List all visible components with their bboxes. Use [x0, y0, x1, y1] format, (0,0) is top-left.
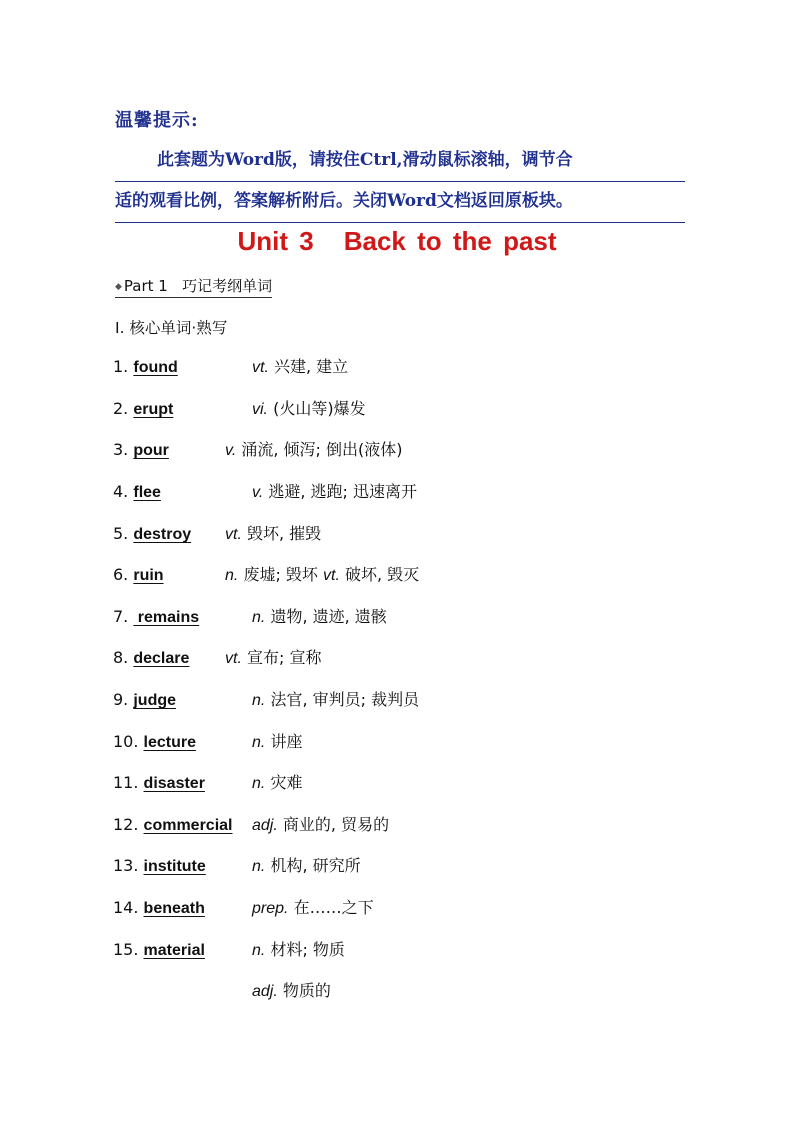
- unit-name: Back to the past: [343, 226, 557, 256]
- vocab-definition: n. 讲座: [252, 732, 303, 751]
- vocab-word: institute: [143, 858, 206, 875]
- vocab-row: 9. judge: [113, 690, 177, 709]
- unit-label: Unit 3: [237, 226, 314, 256]
- vocab-word: judge: [133, 692, 177, 709]
- vocab-row: 13. institute: [113, 856, 206, 875]
- vocab-word: ruin: [133, 567, 164, 584]
- vocab-word: lecture: [143, 734, 197, 751]
- vocab-word: found: [133, 359, 178, 376]
- vocab-row: 15. material: [113, 940, 205, 959]
- vocab-definition: v. 涌流, 倾泻; 倒出(液体): [225, 440, 403, 459]
- vocab-row: 2. erupt: [113, 399, 174, 418]
- vocab-definition: vi. (火山等)爆发: [252, 399, 366, 418]
- vocab-word: flee: [133, 484, 161, 501]
- tip-line-1: 此套题为Word版，请按住Ctrl,滑动鼠标滚轴，调节合: [115, 140, 685, 182]
- vocab-extra-definition: adj. 物质的: [252, 981, 331, 1000]
- vocab-definition: vt. 兴建, 建立: [252, 357, 349, 376]
- tip-line-2: 适的观看比例，答案解析附后。关闭Word文档返回原板块。: [115, 181, 685, 223]
- vocab-definition: n. 机构, 研究所: [252, 856, 361, 875]
- vocab-definition: n. 废墟; 毁坏 vt. 破坏, 毁灭: [225, 565, 420, 584]
- vocab-row: 1. found: [113, 357, 178, 376]
- vocab-row: 8. declare: [113, 648, 190, 667]
- vocab-word: beneath: [143, 900, 205, 917]
- vocab-definition: v. 逃避, 逃跑; 迅速离开: [252, 482, 418, 501]
- part-heading: [115, 275, 272, 298]
- vocab-row: 4. flee: [113, 482, 161, 501]
- vocab-row: 12. commercial: [113, 815, 233, 834]
- vocab-word: remains: [133, 609, 200, 626]
- part-label: Part 1: [123, 277, 168, 295]
- vocab-word: commercial: [143, 817, 233, 834]
- tip-title: 温馨提示:: [115, 110, 199, 131]
- vocab-word: material: [143, 942, 205, 959]
- vocab-definition: prep. 在……之下: [252, 898, 374, 917]
- vocab-definition: adj. 商业的, 贸易的: [252, 815, 390, 834]
- vocab-word: destroy: [133, 526, 192, 543]
- vocab-definition: vt. 宣布; 宣称: [225, 648, 322, 667]
- vocab-row: 7. remains: [113, 607, 200, 626]
- part-title: 巧记考纲单词: [182, 277, 273, 295]
- vocab-row: 6. ruin: [113, 565, 164, 584]
- vocab-row: 10. lecture: [113, 732, 197, 751]
- vocab-definition: n. 法官, 审判员; 裁判员: [252, 690, 420, 709]
- vocab-word: erupt: [133, 401, 174, 418]
- vocab-definition: n. 遗物, 遗迹, 遗骸: [252, 607, 387, 626]
- vocab-definition: vt. 毁坏, 摧毁: [225, 524, 322, 543]
- vocab-definition: n. 材料; 物质: [252, 940, 345, 959]
- vocab-row: 11. disaster: [113, 773, 205, 792]
- unit-title: [0, 226, 794, 257]
- vocab-word: pour: [133, 442, 169, 459]
- vocab-row: 5. destroy: [113, 524, 192, 543]
- section-heading: Ⅰ. 核心单词·熟写: [115, 319, 228, 337]
- diamond-icon: ◆: [115, 281, 122, 292]
- vocab-word: declare: [133, 650, 190, 667]
- vocab-row: 3. pour: [113, 440, 169, 459]
- vocab-word: disaster: [143, 775, 205, 792]
- vocab-definition: n. 灾难: [252, 773, 303, 792]
- vocab-row: 14. beneath: [113, 898, 205, 917]
